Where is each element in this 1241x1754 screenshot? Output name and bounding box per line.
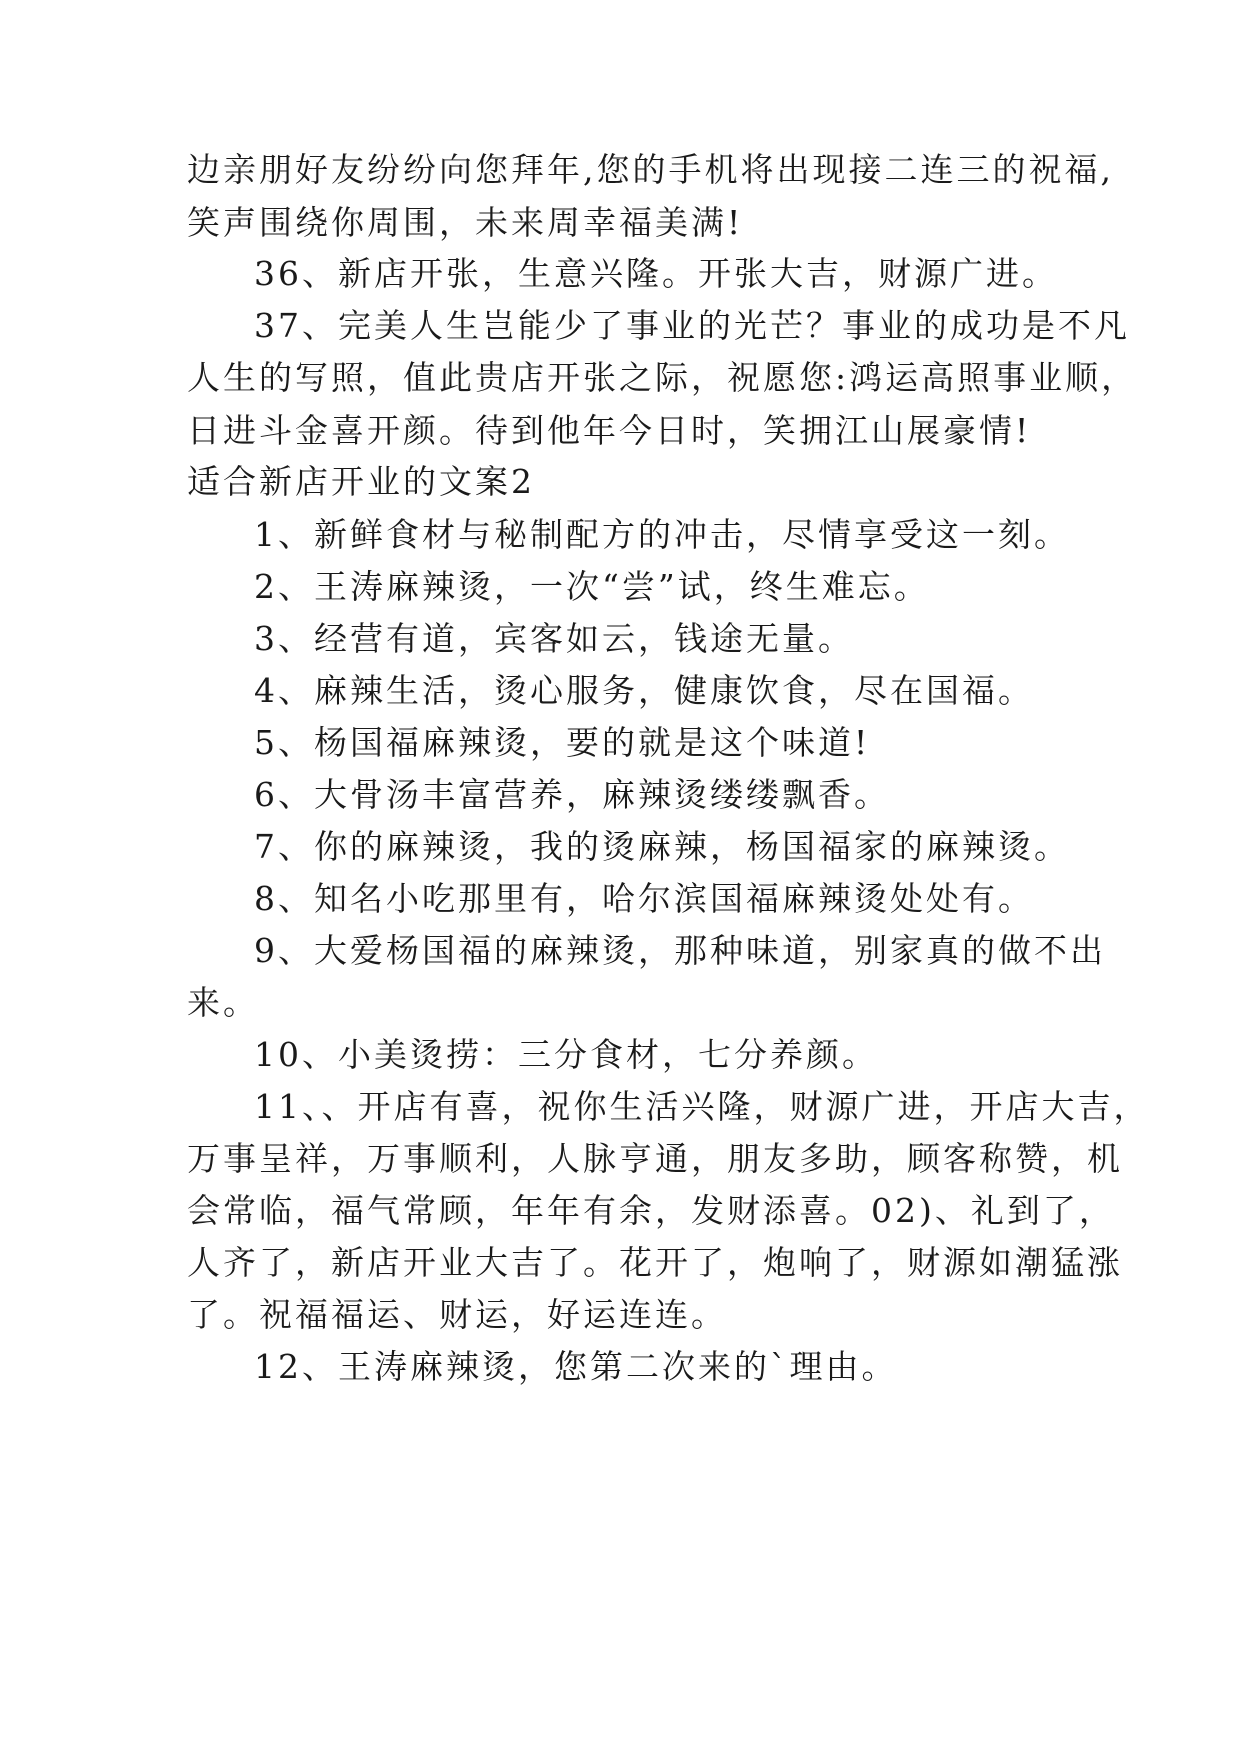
list-item: 2、王涛麻辣烫，一次“尝”试，终生难忘。 (254, 567, 930, 606)
list-item: 9、大爱杨国福的麻辣烫，那种味道，别家真的做不出 (254, 931, 1106, 970)
list-item: 6、大骨汤丰富营养，麻辣烫缕缕飘香。 (254, 775, 890, 814)
list-item: 8、知名小吃那里有，哈尔滨国福麻辣烫处处有。 (254, 879, 1034, 918)
list-item: 37、完美人生岂能少了事业的光芒？事业的成功是不凡 (254, 306, 1130, 345)
text-line: 了。祝福福运、财运，好运连连。 (187, 1295, 727, 1334)
text-line: 人生的写照，值此贵店开张之际，祝愿您:鸿运高照事业顺， (187, 358, 1138, 397)
list-item: 36、新店开张，生意兴隆。开张大吉，财源广进。 (254, 254, 1058, 293)
list-item: 7、你的麻辣烫，我的烫麻辣，杨国福家的麻辣烫。 (254, 827, 1070, 866)
text-line: 万事呈祥，万事顺利，人脉亨通，朋友多助，顾客称赞，机 (187, 1139, 1123, 1178)
text-line: 笑声围绕你周围，未来周幸福美满! (187, 203, 744, 242)
text-line: 来。 (187, 983, 259, 1022)
text-line: 人齐了，新店开业大吉了。花开了，炮响了，财源如潮猛涨 (187, 1243, 1123, 1282)
list-item: 1、新鲜食材与秘制配方的冲击，尽情享受这一刻。 (254, 515, 1070, 554)
list-item: 3、经营有道，宾客如云，钱途无量。 (254, 619, 854, 658)
text-line: 会常临，福气常顾，年年有余，发财添喜。02)、礼到了， (187, 1191, 1115, 1230)
text-line: 边亲朋好友纷纷向您拜年,您的手机将出现接二连三的祝福, (187, 150, 1114, 189)
text-line: 日进斗金喜开颜。待到他年今日时，笑拥江山展豪情! (187, 411, 1032, 450)
list-item: 5、杨国福麻辣烫，要的就是这个味道! (254, 723, 871, 762)
list-item: 11、、开店有喜，祝你生活兴隆，财源广进，开店大吉， (254, 1087, 1150, 1126)
list-item: 12、王涛麻辣烫，您第二次来的`理由。 (254, 1347, 898, 1386)
list-item: 4、麻辣生活，烫心服务，健康饮食，尽在国福。 (254, 671, 1034, 710)
section-heading: 适合新店开业的文案2 (187, 462, 535, 501)
list-item: 10、小美烫捞：三分食材，七分养颜。 (254, 1035, 878, 1074)
